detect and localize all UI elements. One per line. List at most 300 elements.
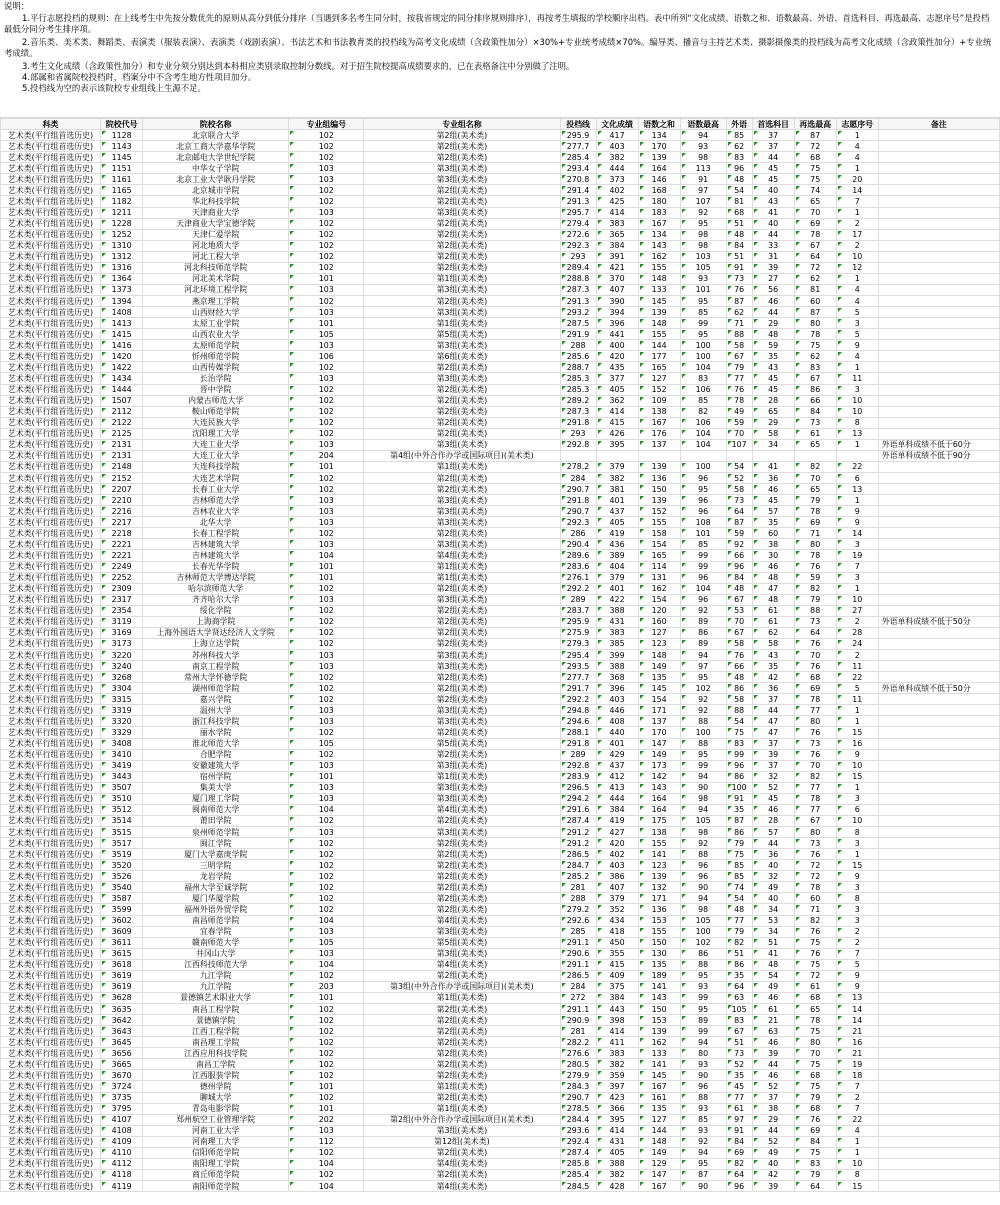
chinese-math-max-cell[interactable]: 95 — [680, 329, 726, 340]
group-code-cell[interactable]: 101 — [289, 992, 364, 1003]
chinese-math-max-cell[interactable]: 97 — [680, 661, 726, 672]
school-name-cell[interactable]: 闽江学院 — [143, 838, 289, 849]
school-code-cell[interactable]: 3587 — [101, 893, 143, 904]
second-subject-max-cell[interactable]: 64 — [794, 627, 836, 638]
group-name-cell[interactable]: 第2组(美术类) — [364, 484, 560, 495]
school-name-cell[interactable]: 北京工业大学耿丹学院 — [143, 174, 289, 185]
foreign-language-cell[interactable]: 73 — [726, 273, 752, 284]
chinese-math-max-cell[interactable]: 93 — [680, 273, 726, 284]
category-cell[interactable]: 艺术类(平行组首选历史) — [1, 1092, 101, 1103]
category-cell[interactable]: 艺术类(平行组首选历史) — [1, 229, 101, 240]
remark-cell[interactable] — [878, 1059, 999, 1070]
school-code-cell[interactable]: 1420 — [101, 351, 143, 362]
group-name-cell[interactable]: 第2组(美术类) — [364, 860, 560, 871]
group-code-cell[interactable]: 102 — [289, 251, 364, 262]
school-name-cell[interactable]: 江西工程学院 — [143, 1026, 289, 1037]
first-subject-cell[interactable]: 49 — [752, 882, 794, 893]
preference-order-cell[interactable]: 7 — [836, 561, 878, 572]
first-subject-cell[interactable]: 38 — [752, 1103, 794, 1114]
group-name-cell[interactable]: 第1组(美术类) — [364, 561, 560, 572]
cutoff-score-cell[interactable]: 285.8 — [560, 1158, 596, 1169]
chinese-math-max-cell[interactable]: 88 — [680, 849, 726, 860]
category-cell[interactable]: 艺术类(平行组首选历史) — [1, 992, 101, 1003]
chinese-math-sum-cell[interactable]: 135 — [638, 1103, 680, 1114]
group-code-cell[interactable]: 103 — [289, 661, 364, 672]
second-subject-max-cell[interactable]: 60 — [794, 296, 836, 307]
second-subject-max-cell[interactable]: 70 — [794, 760, 836, 771]
foreign-language-cell[interactable]: 77 — [726, 915, 752, 926]
category-cell[interactable]: 艺术类(平行组首选历史) — [1, 860, 101, 871]
school-code-cell[interactable]: 1413 — [101, 318, 143, 329]
school-code-cell[interactable]: 3519 — [101, 849, 143, 860]
group-name-cell[interactable]: 第3组(美术类) — [364, 948, 560, 959]
category-cell[interactable]: 艺术类(平行组首选历史) — [1, 506, 101, 517]
school-name-cell[interactable]: 山西农业大学 — [143, 329, 289, 340]
group-code-cell[interactable]: 102 — [289, 428, 364, 439]
culture-score-cell[interactable]: 403 — [596, 860, 638, 871]
cutoff-score-cell[interactable]: 293.2 — [560, 307, 596, 318]
foreign-language-cell[interactable]: 51 — [726, 1037, 752, 1048]
school-code-cell[interactable]: 1182 — [101, 196, 143, 207]
school-code-cell[interactable]: 3615 — [101, 948, 143, 959]
chinese-math-sum-cell[interactable]: 180 — [638, 196, 680, 207]
chinese-math-sum-cell[interactable]: 114 — [638, 561, 680, 572]
chinese-math-max-cell[interactable]: 92 — [680, 1136, 726, 1147]
foreign-language-cell[interactable]: 63 — [726, 992, 752, 1003]
chinese-math-max-cell[interactable]: 95 — [680, 1004, 726, 1015]
culture-score-cell[interactable]: 435 — [596, 362, 638, 373]
culture-score-cell[interactable]: 382 — [596, 1059, 638, 1070]
first-subject-cell[interactable]: 47 — [752, 716, 794, 727]
culture-score-cell[interactable]: 399 — [596, 650, 638, 661]
school-code-cell[interactable]: 3329 — [101, 727, 143, 738]
category-cell[interactable]: 艺术类(平行组首选历史) — [1, 871, 101, 882]
category-cell[interactable]: 艺术类(平行组首选历史) — [1, 528, 101, 539]
chinese-math-sum-cell[interactable]: 154 — [638, 594, 680, 605]
remark-cell[interactable] — [878, 838, 999, 849]
school-code-cell[interactable]: 3315 — [101, 694, 143, 705]
foreign-language-cell[interactable]: 82 — [726, 1158, 752, 1169]
second-subject-max-cell[interactable]: 72 — [794, 871, 836, 882]
group-name-cell[interactable]: 第2组(美术类) — [364, 871, 560, 882]
foreign-language-cell[interactable]: 51 — [726, 251, 752, 262]
group-code-cell[interactable]: 102 — [289, 484, 364, 495]
cutoff-score-cell[interactable]: 279.4 — [560, 218, 596, 229]
school-code-cell[interactable]: 2112 — [101, 406, 143, 417]
group-code-cell[interactable]: 102 — [289, 528, 364, 539]
foreign-language-cell[interactable]: 51 — [726, 218, 752, 229]
group-code-cell[interactable]: 102 — [289, 152, 364, 163]
remark-cell[interactable] — [878, 484, 999, 495]
category-cell[interactable]: 艺术类(平行组首选历史) — [1, 760, 101, 771]
first-subject-cell[interactable]: 29 — [752, 417, 794, 428]
group-code-cell[interactable]: 102 — [289, 196, 364, 207]
group-name-cell[interactable]: 第2组(中外合作办学或国际项目)(美术类) — [364, 1114, 560, 1125]
category-cell[interactable]: 艺术类(平行组首选历史) — [1, 351, 101, 362]
second-subject-max-cell[interactable]: 65 — [794, 484, 836, 495]
foreign-language-cell[interactable]: 54 — [726, 893, 752, 904]
school-name-cell[interactable]: 温州大学 — [143, 705, 289, 716]
culture-score-cell[interactable]: 370 — [596, 273, 638, 284]
school-name-cell[interactable]: 山西传媒学院 — [143, 362, 289, 373]
remark-cell[interactable] — [878, 749, 999, 760]
chinese-math-max-cell[interactable]: 93 — [680, 1125, 726, 1136]
school-code-cell[interactable]: 4112 — [101, 1158, 143, 1169]
first-subject-cell[interactable]: 62 — [752, 627, 794, 638]
school-name-cell[interactable]: 商丘师范学院 — [143, 1169, 289, 1180]
cutoff-score-cell[interactable]: 276.6 — [560, 1048, 596, 1059]
culture-score-cell[interactable]: 414 — [596, 406, 638, 417]
remark-cell[interactable] — [878, 672, 999, 683]
group-name-cell[interactable]: 第2组(美术类) — [364, 893, 560, 904]
first-subject-cell[interactable]: 42 — [752, 1169, 794, 1180]
group-code-cell[interactable]: 102 — [289, 860, 364, 871]
remark-cell[interactable] — [878, 1015, 999, 1026]
cutoff-score-cell[interactable]: 291.1 — [560, 937, 596, 948]
group-code-cell[interactable]: 102 — [289, 871, 364, 882]
chinese-math-sum-cell[interactable]: 120 — [638, 605, 680, 616]
school-code-cell[interactable]: 3240 — [101, 661, 143, 672]
culture-score-cell[interactable]: 414 — [596, 1026, 638, 1037]
preference-order-cell[interactable]: 3 — [836, 838, 878, 849]
category-cell[interactable]: 艺术类(平行组首选历史) — [1, 638, 101, 649]
header-cell[interactable]: 院校代号 — [101, 119, 143, 130]
chinese-math-max-cell[interactable]: 98 — [680, 904, 726, 915]
school-code-cell[interactable]: 2249 — [101, 561, 143, 572]
chinese-math-sum-cell[interactable]: 109 — [638, 395, 680, 406]
cutoff-score-cell[interactable]: 282.2 — [560, 1037, 596, 1048]
preference-order-cell[interactable]: 27 — [836, 605, 878, 616]
foreign-language-cell[interactable]: 83 — [726, 738, 752, 749]
chinese-math-max-cell[interactable]: 83 — [680, 373, 726, 384]
chinese-math-sum-cell[interactable]: 144 — [638, 340, 680, 351]
group-name-cell[interactable]: 第5组(美术类) — [364, 738, 560, 749]
cutoff-score-cell[interactable]: 289.6 — [560, 550, 596, 561]
school-code-cell[interactable]: 3643 — [101, 1026, 143, 1037]
cutoff-score-cell[interactable]: 295.9 — [560, 130, 596, 141]
remark-cell[interactable]: 外语单科成绩不低于50分 — [878, 683, 999, 694]
school-name-cell[interactable]: 宜春学院 — [143, 926, 289, 937]
foreign-language-cell[interactable]: 35 — [726, 804, 752, 815]
cutoff-score-cell[interactable]: 291.8 — [560, 495, 596, 506]
foreign-language-cell[interactable]: 48 — [726, 672, 752, 683]
cutoff-score-cell[interactable]: 288 — [560, 893, 596, 904]
first-subject-cell[interactable]: 38 — [752, 539, 794, 550]
cutoff-score-cell[interactable]: 279.3 — [560, 638, 596, 649]
group-name-cell[interactable]: 第2组(美术类) — [364, 882, 560, 893]
foreign-language-cell[interactable]: 73 — [726, 495, 752, 506]
remark-cell[interactable] — [878, 1136, 999, 1147]
preference-order-cell[interactable]: 13 — [836, 484, 878, 495]
second-subject-max-cell[interactable]: 78 — [794, 506, 836, 517]
remark-cell[interactable] — [878, 915, 999, 926]
foreign-language-cell[interactable]: 91 — [726, 1125, 752, 1136]
preference-order-cell[interactable]: 15 — [836, 727, 878, 738]
chinese-math-max-cell[interactable]: 95 — [680, 296, 726, 307]
group-name-cell[interactable]: 第2组(美术类) — [364, 251, 560, 262]
remark-cell[interactable] — [878, 572, 999, 583]
chinese-math-sum-cell[interactable]: 134 — [638, 229, 680, 240]
chinese-math-sum-cell[interactable]: 176 — [638, 428, 680, 439]
group-code-cell[interactable]: 112 — [289, 1136, 364, 1147]
culture-score-cell[interactable]: 355 — [596, 948, 638, 959]
cutoff-score-cell[interactable]: 290.7 — [560, 1092, 596, 1103]
school-name-cell[interactable]: 太原师范学院 — [143, 340, 289, 351]
preference-order-cell[interactable]: 5 — [836, 307, 878, 318]
first-subject-cell[interactable]: 39 — [752, 1048, 794, 1059]
chinese-math-max-cell[interactable]: 86 — [680, 948, 726, 959]
school-name-cell[interactable]: 郑州航空工业管理学院 — [143, 1114, 289, 1125]
cutoff-score-cell[interactable]: 293 — [560, 251, 596, 262]
culture-score-cell[interactable]: 450 — [596, 937, 638, 948]
preference-order-cell[interactable]: 13 — [836, 992, 878, 1003]
preference-order-cell[interactable]: 3 — [836, 539, 878, 550]
remark-cell[interactable] — [878, 130, 999, 141]
group-name-cell[interactable]: 第2组(美术类) — [364, 1026, 560, 1037]
cutoff-score-cell[interactable]: 289 — [560, 749, 596, 760]
preference-order-cell[interactable]: 6 — [836, 804, 878, 815]
preference-order-cell[interactable]: 5 — [836, 959, 878, 970]
school-code-cell[interactable]: 3611 — [101, 937, 143, 948]
school-name-cell[interactable]: 河北美术学院 — [143, 273, 289, 284]
category-cell[interactable]: 艺术类(平行组首选历史) — [1, 307, 101, 318]
culture-score-cell[interactable]: 434 — [596, 915, 638, 926]
cutoff-score-cell[interactable]: 293.4 — [560, 163, 596, 174]
remark-cell[interactable] — [878, 1048, 999, 1059]
group-name-cell[interactable]: 第1组(美术类) — [364, 1103, 560, 1114]
cutoff-score-cell[interactable]: 277.7 — [560, 672, 596, 683]
chinese-math-sum-cell[interactable]: 150 — [638, 484, 680, 495]
chinese-math-sum-cell[interactable]: 134 — [638, 130, 680, 141]
first-subject-cell[interactable]: 43 — [752, 362, 794, 373]
school-name-cell[interactable]: 厦门大学嘉庚学院 — [143, 849, 289, 860]
group-name-cell[interactable]: 第4组(美术类) — [364, 550, 560, 561]
category-cell[interactable]: 艺术类(平行组首选历史) — [1, 185, 101, 196]
foreign-language-cell[interactable]: 66 — [726, 661, 752, 672]
foreign-language-cell[interactable]: 76 — [726, 384, 752, 395]
cutoff-score-cell[interactable]: 291.4 — [560, 185, 596, 196]
group-code-cell[interactable]: 103 — [289, 760, 364, 771]
foreign-language-cell[interactable]: 82 — [726, 937, 752, 948]
second-subject-max-cell[interactable]: 79 — [794, 1169, 836, 1180]
school-code-cell[interactable]: 3602 — [101, 915, 143, 926]
first-subject-cell[interactable]: 33 — [752, 240, 794, 251]
school-name-cell[interactable]: 江西服装学院 — [143, 1070, 289, 1081]
first-subject-cell[interactable]: 28 — [752, 815, 794, 826]
chinese-math-max-cell[interactable]: 92 — [680, 838, 726, 849]
second-subject-max-cell[interactable]: 78 — [794, 329, 836, 340]
culture-score-cell[interactable]: 423 — [596, 1092, 638, 1103]
chinese-math-max-cell[interactable]: 104 — [680, 362, 726, 373]
group-name-cell[interactable]: 第3组(美术类) — [364, 517, 560, 528]
remark-cell[interactable] — [878, 815, 999, 826]
foreign-language-cell[interactable]: 58 — [726, 638, 752, 649]
school-name-cell[interactable]: 青岛电影学院 — [143, 1103, 289, 1114]
second-subject-max-cell[interactable]: 80 — [794, 716, 836, 727]
remark-cell[interactable] — [878, 174, 999, 185]
school-name-cell[interactable]: 浙江科技学院 — [143, 716, 289, 727]
preference-order-cell[interactable]: 4 — [836, 141, 878, 152]
preference-order-cell[interactable]: 1 — [836, 705, 878, 716]
remark-cell[interactable] — [878, 1081, 999, 1092]
remark-cell[interactable] — [878, 461, 999, 472]
preference-order-cell[interactable]: 3 — [836, 904, 878, 915]
group-code-cell[interactable]: 103 — [289, 926, 364, 937]
header-cell[interactable]: 再选最高 — [794, 119, 836, 130]
school-name-cell[interactable]: 太原工业学院 — [143, 318, 289, 329]
chinese-math-sum-cell[interactable]: 137 — [638, 716, 680, 727]
school-code-cell[interactable]: 3419 — [101, 760, 143, 771]
chinese-math-sum-cell[interactable]: 139 — [638, 1026, 680, 1037]
chinese-math-max-cell[interactable]: 101 — [680, 284, 726, 295]
preference-order-cell[interactable]: 2 — [836, 218, 878, 229]
cutoff-score-cell[interactable]: 287.5 — [560, 318, 596, 329]
second-subject-max-cell[interactable]: 60 — [794, 893, 836, 904]
category-cell[interactable]: 艺术类(平行组首选历史) — [1, 318, 101, 329]
foreign-language-cell[interactable]: 58 — [726, 484, 752, 495]
school-code-cell[interactable]: 1128 — [101, 130, 143, 141]
culture-score-cell[interactable]: 419 — [596, 528, 638, 539]
group-name-cell[interactable]: 第2组(美术类) — [364, 1037, 560, 1048]
category-cell[interactable]: 艺术类(平行组首选历史) — [1, 716, 101, 727]
category-cell[interactable]: 艺术类(平行组首选历史) — [1, 970, 101, 981]
group-name-cell[interactable]: 第2组(美术类) — [364, 218, 560, 229]
chinese-math-sum-cell[interactable]: 162 — [638, 1037, 680, 1048]
second-subject-max-cell[interactable]: 79 — [794, 594, 836, 605]
cutoff-score-cell[interactable]: 294.6 — [560, 716, 596, 727]
chinese-math-max-cell[interactable]: 90 — [680, 1070, 726, 1081]
group-name-cell[interactable]: 第2组(美术类) — [364, 1059, 560, 1070]
group-code-cell[interactable]: 102 — [289, 262, 364, 273]
category-cell[interactable]: 艺术类(平行组首选历史) — [1, 251, 101, 262]
second-subject-max-cell[interactable]: 73 — [794, 616, 836, 627]
first-subject-cell[interactable]: 35 — [752, 661, 794, 672]
culture-score-cell[interactable]: 422 — [596, 594, 638, 605]
foreign-language-cell[interactable]: 69 — [726, 1147, 752, 1158]
cutoff-score-cell[interactable]: 293.5 — [560, 661, 596, 672]
category-cell[interactable]: 艺术类(平行组首选历史) — [1, 683, 101, 694]
group-name-cell[interactable]: 第3组(美术类) — [364, 495, 560, 506]
first-subject-cell[interactable]: 45 — [752, 163, 794, 174]
category-cell[interactable]: 艺术类(平行组首选历史) — [1, 1004, 101, 1015]
preference-order-cell[interactable]: 9 — [836, 506, 878, 517]
chinese-math-max-cell[interactable]: 85 — [680, 307, 726, 318]
chinese-math-max-cell[interactable]: 94 — [680, 804, 726, 815]
cutoff-score-cell[interactable]: 283.7 — [560, 605, 596, 616]
foreign-language-cell[interactable]: 48 — [726, 904, 752, 915]
preference-order-cell[interactable]: 17 — [836, 229, 878, 240]
category-cell[interactable]: 艺术类(平行组首选历史) — [1, 461, 101, 472]
chinese-math-max-cell[interactable]: 104 — [680, 428, 726, 439]
group-name-cell[interactable]: 第3组(美术类) — [364, 439, 560, 450]
school-name-cell[interactable]: 厦门华厦学院 — [143, 893, 289, 904]
preference-order-cell[interactable]: 1 — [836, 362, 878, 373]
group-name-cell[interactable]: 第2组(美术类) — [364, 904, 560, 915]
cutoff-score-cell[interactable]: 288.1 — [560, 727, 596, 738]
group-code-cell[interactable]: 103 — [289, 506, 364, 517]
group-code-cell[interactable]: 103 — [289, 284, 364, 295]
school-code-cell[interactable]: 3540 — [101, 882, 143, 893]
chinese-math-max-cell[interactable]: 90 — [680, 1181, 726, 1192]
group-code-cell[interactable]: 103 — [289, 373, 364, 384]
school-code-cell[interactable]: 4108 — [101, 1125, 143, 1136]
remark-cell[interactable] — [878, 650, 999, 661]
preference-order-cell[interactable]: 4 — [836, 351, 878, 362]
chinese-math-max-cell[interactable]: 93 — [680, 141, 726, 152]
preference-order-cell[interactable]: 16 — [836, 738, 878, 749]
chinese-math-max-cell[interactable]: 93 — [680, 1103, 726, 1114]
chinese-math-sum-cell[interactable]: 165 — [638, 362, 680, 373]
foreign-language-cell[interactable]: 86 — [726, 771, 752, 782]
school-name-cell[interactable]: 九江学院 — [143, 981, 289, 992]
category-cell[interactable]: 艺术类(平行组首选历史) — [1, 661, 101, 672]
cutoff-score-cell[interactable]: 284.3 — [560, 1081, 596, 1092]
first-subject-cell[interactable]: 43 — [752, 196, 794, 207]
category-cell[interactable]: 艺术类(平行组首选历史) — [1, 782, 101, 793]
cutoff-score-cell[interactable]: 283.6 — [560, 561, 596, 572]
school-name-cell[interactable]: 河北工程大学 — [143, 251, 289, 262]
first-subject-cell[interactable]: 61 — [752, 1004, 794, 1015]
chinese-math-max-cell[interactable]: 80 — [680, 1048, 726, 1059]
culture-score-cell[interactable]: 405 — [596, 1147, 638, 1158]
foreign-language-cell[interactable]: 78 — [726, 395, 752, 406]
school-name-cell[interactable]: 吉林师范大学 — [143, 495, 289, 506]
first-subject-cell[interactable]: 48 — [752, 329, 794, 340]
school-code-cell[interactable]: 2221 — [101, 539, 143, 550]
culture-score-cell[interactable]: 401 — [596, 495, 638, 506]
remark-cell[interactable] — [878, 528, 999, 539]
preference-order-cell[interactable]: 1 — [836, 273, 878, 284]
cutoff-score-cell[interactable]: 289.4 — [560, 262, 596, 273]
school-code-cell[interactable]: 4109 — [101, 1136, 143, 1147]
school-name-cell[interactable]: 河北地质大学 — [143, 240, 289, 251]
foreign-language-cell[interactable]: 75 — [726, 849, 752, 860]
remark-cell[interactable] — [878, 1125, 999, 1136]
culture-score-cell[interactable]: 420 — [596, 351, 638, 362]
school-name-cell[interactable]: 长春工业大学 — [143, 484, 289, 495]
culture-score-cell[interactable]: 379 — [596, 572, 638, 583]
chinese-math-sum-cell[interactable]: 144 — [638, 1125, 680, 1136]
remark-cell[interactable] — [878, 760, 999, 771]
school-code-cell[interactable]: 2148 — [101, 461, 143, 472]
cutoff-score-cell[interactable]: 291.8 — [560, 417, 596, 428]
chinese-math-sum-cell[interactable]: 149 — [638, 1147, 680, 1158]
culture-score-cell[interactable]: 386 — [596, 871, 638, 882]
header-cell[interactable]: 首选科目 — [752, 119, 794, 130]
school-name-cell[interactable]: 景德镇学院 — [143, 1015, 289, 1026]
school-code-cell[interactable]: 3656 — [101, 1048, 143, 1059]
chinese-math-sum-cell[interactable]: 123 — [638, 638, 680, 649]
cutoff-score-cell[interactable]: 295.4 — [560, 650, 596, 661]
chinese-math-sum-cell[interactable]: 158 — [638, 528, 680, 539]
category-cell[interactable]: 艺术类(平行组首选历史) — [1, 793, 101, 804]
foreign-language-cell[interactable]: 75 — [726, 727, 752, 738]
group-name-cell[interactable]: 第2组(美术类) — [364, 1070, 560, 1081]
first-subject-cell[interactable]: 57 — [752, 506, 794, 517]
first-subject-cell[interactable]: 39 — [752, 749, 794, 760]
school-code-cell[interactable]: 3635 — [101, 1004, 143, 1015]
school-name-cell[interactable]: 南昌理工学院 — [143, 1037, 289, 1048]
first-subject-cell[interactable]: 41 — [752, 948, 794, 959]
second-subject-max-cell[interactable]: 71 — [794, 904, 836, 915]
remark-cell[interactable] — [878, 860, 999, 871]
group-code-cell[interactable]: 103 — [289, 793, 364, 804]
culture-score-cell[interactable]: 383 — [596, 1048, 638, 1059]
school-name-cell[interactable]: 丽水学院 — [143, 727, 289, 738]
foreign-language-cell[interactable]: 97 — [726, 1114, 752, 1125]
preference-order-cell[interactable]: 9 — [836, 871, 878, 882]
group-code-cell[interactable]: 102 — [289, 849, 364, 860]
